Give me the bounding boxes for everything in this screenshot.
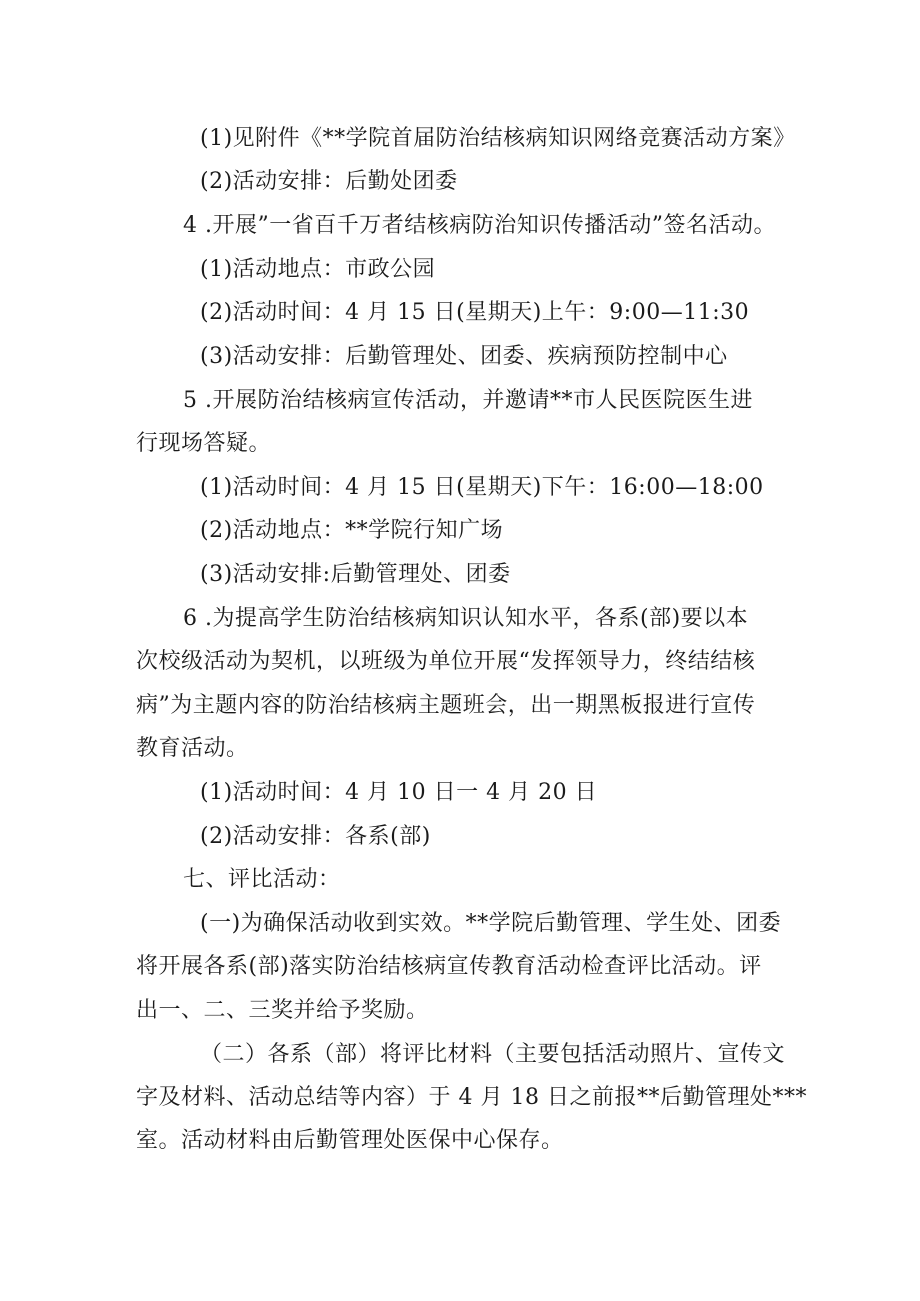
text-line: (3)活动安排:后勤管理处、团委 [200,562,511,587]
text-line: 5 .开展防治结核病宣传活动，并邀请**市人民医院医生进 [183,388,753,413]
text-line: 出一、二、三奖并给予奖励。 [136,998,429,1023]
text-line: (1)活动时间：4 月 15 日(星期天)下午：16:00—18:00 [200,475,764,500]
text-line: (一)为确保活动收到实效。**学院后勤管理、学生处、团委 [200,911,782,936]
text-line: (3)活动安排：后勤管理处、团委、疾病预防控制中心 [200,344,728,369]
text-line: 6 .为提高学生防治结核病知识认知水平，各系(部)要以本 [183,606,749,631]
text-line: 教育活动。 [136,736,249,761]
text-line: 行现场答疑。 [136,431,272,456]
text-line: 字及材料、活动总结等内容）于 4 月 18 日之前报**后勤管理处*** [136,1085,807,1110]
section-heading: 七、评比活动： [183,867,341,892]
text-line: 室。活动材料由后勤管理处医保中心保存。 [136,1128,564,1153]
text-line: (2)活动时间：4 月 15 日(星期天)上午：9:00—11:30 [200,300,750,325]
text-line: (2)活动地点：**学院行知广场 [200,518,504,543]
text-line: (1)活动时间：4 月 10 日一 4 月 20 日 [200,780,598,805]
text-line: （二）各系（部）将评比材料（主要包括活动照片、宣传文 [200,1042,786,1067]
text-line: 4 .开展”一省百千万者结核病防治知识传播活动”签名活动。 [183,213,776,238]
text-line: (2)活动安排：各系(部) [200,824,431,849]
text-line: (2)活动安排：后勤处团委 [200,169,458,194]
text-line: (1)活动地点：市政公园 [200,257,436,282]
text-line: 将开展各系(部)落实防治结核病宣传教育活动检查评比活动。评 [136,954,762,979]
text-line: (1)见附件《**学院首届防治结核病知识网络竞赛活动方案》 [200,126,796,151]
text-line: 次校级活动为契机，以班级为单位开展“发挥领导力，终结结核 [136,649,756,674]
text-line: 病”为主题内容的防治结核病主题班会，出一期黑板报进行宣传 [136,693,756,718]
